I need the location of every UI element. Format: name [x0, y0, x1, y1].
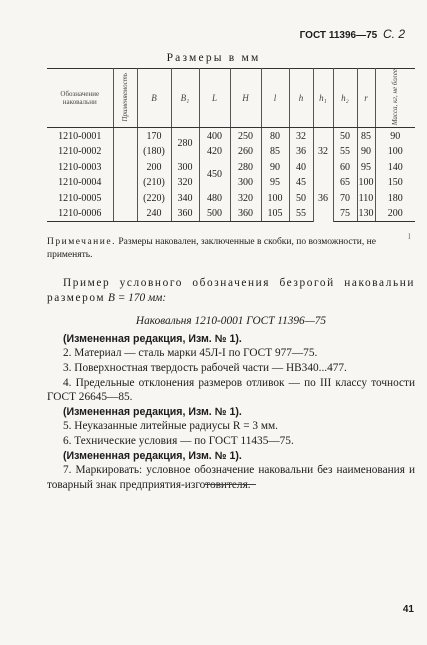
- cell-code: 1210-0002: [47, 144, 113, 160]
- cell-l: 90: [261, 159, 289, 175]
- cell-mass: 100: [375, 144, 415, 160]
- col-h-upper: Н: [230, 69, 261, 128]
- col-b: В: [137, 69, 171, 128]
- section-divider: [204, 484, 256, 485]
- cell-b1: 360: [171, 206, 199, 222]
- table-row: [47, 159, 415, 175]
- table-note: [47, 236, 415, 262]
- col-h2: h₂: [333, 69, 357, 128]
- cell-h1: 36: [313, 175, 333, 222]
- cell-b: (210): [137, 175, 171, 191]
- cell-code: 1210-0005: [47, 190, 113, 206]
- cell-h2: 65: [333, 175, 357, 191]
- cell-mass: 150: [375, 175, 415, 191]
- cell-mass: 200: [375, 206, 415, 222]
- cell-l: 80: [261, 128, 289, 144]
- cell-code: 1210-0006: [47, 206, 113, 222]
- cell-b1: 280: [171, 128, 199, 160]
- cell-use: [113, 159, 137, 175]
- cell-b: (220): [137, 190, 171, 206]
- example-designation: Наковальня 1210-0001 ГОСТ 11396—75: [135, 315, 327, 328]
- cell-l: 85: [261, 144, 289, 160]
- table-row: [47, 144, 415, 160]
- col-l: l: [261, 69, 289, 128]
- cell-l-upper: 480: [199, 190, 230, 206]
- cell-h2: 60: [333, 159, 357, 175]
- cell-b1: 340: [171, 190, 199, 206]
- cell-l: 105: [261, 206, 289, 222]
- cell-r: 90: [357, 144, 375, 160]
- cell-h-upper: 250: [230, 128, 261, 144]
- item-material: 2. Материал — сталь марки 45Л-I по ГОСТ 977—75.: [63, 347, 318, 360]
- cell-mass: 90: [375, 128, 415, 144]
- cell-l-upper: 400: [199, 128, 230, 144]
- cell-r: 100: [357, 175, 375, 191]
- cell-h2: 55: [333, 144, 357, 160]
- item-radii: 5. Неуказанные литейные радиусы R = 3 мм.: [63, 420, 278, 433]
- standard-code: ГОСТ 11396—75: [299, 30, 378, 41]
- table-row: [47, 190, 415, 206]
- cell-l-upper: 420: [199, 144, 230, 160]
- cell-b1: 320: [171, 175, 199, 191]
- item-marking: 7. Маркировать: условное обозначение наковальни без наименования и товарный знак предприятия-изготовителя.: [47, 464, 415, 491]
- amendment-note: (Измененная редакция, Изм. № 1).: [63, 405, 242, 418]
- cell-l: 95: [261, 175, 289, 191]
- note-label: Примечание.: [47, 237, 116, 247]
- cell-use: [113, 175, 137, 191]
- table-header-row: [47, 69, 415, 128]
- cell-use: [113, 144, 137, 160]
- main-text: [47, 276, 415, 492]
- cell-h-upper: 320: [230, 190, 261, 206]
- cell-b: 200: [137, 159, 171, 175]
- amendment-note: (Измененная редакция, Изм. № 1).: [63, 332, 242, 345]
- cell-h-upper: 280: [230, 159, 261, 175]
- cell-h1: 32: [313, 128, 333, 175]
- cell-h-upper: 260: [230, 144, 261, 160]
- col-h1: h₁: [313, 69, 333, 128]
- table-row: [47, 206, 415, 222]
- example-intro: Пример условного обозначения безрогой наковальни размером: [47, 277, 415, 304]
- col-usage: Применяемость: [113, 69, 137, 128]
- dimensions-table: [47, 68, 415, 222]
- cell-mass: 140: [375, 159, 415, 175]
- cell-code: 1210-0004: [47, 175, 113, 191]
- cell-h: 50: [289, 190, 313, 206]
- cell-l-upper: 500: [199, 206, 230, 222]
- col-h: h: [289, 69, 313, 128]
- cell-use: [113, 128, 137, 144]
- item-specs: 6. Технические условия — по ГОСТ 11435—75.: [63, 434, 294, 447]
- cell-h-upper: 360: [230, 206, 261, 222]
- cell-mass: 180: [375, 190, 415, 206]
- cell-b: (180): [137, 144, 171, 160]
- table-row: [47, 175, 415, 191]
- cell-r: 110: [357, 190, 375, 206]
- cell-b: 240: [137, 206, 171, 222]
- item-tolerances: 4. Предельные отклонения размеров отливок — по III классу точности ГОСТ 26645—85.: [47, 376, 415, 404]
- col-l-upper: L: [199, 69, 230, 128]
- table-caption: Размеры в мм: [166, 52, 261, 64]
- document-header: [300, 27, 405, 41]
- example-paragraph: [47, 276, 415, 305]
- cell-l-upper: 450: [199, 159, 230, 190]
- cell-r: 85: [357, 128, 375, 144]
- table-row: [47, 128, 415, 144]
- cell-b: 170: [137, 128, 171, 144]
- col-designation: Обозначение наковальни: [47, 69, 113, 128]
- cell-l: 100: [261, 190, 289, 206]
- cell-h2: 75: [333, 206, 357, 222]
- cell-h: 55: [289, 206, 313, 222]
- col-mass: Масса, кг, не более: [375, 69, 415, 128]
- cell-code: 1210-0003: [47, 159, 113, 175]
- cell-use: [113, 190, 137, 206]
- cell-code: 1210-0001: [47, 128, 113, 144]
- note-text: Размеры наковален, заключенные в скобки, по возможности, не применять.: [47, 237, 376, 260]
- cell-h2: 70: [333, 190, 357, 206]
- col-b1: В₁: [171, 69, 199, 128]
- page-edition: С. 2: [382, 27, 405, 41]
- cell-h: 32: [289, 128, 313, 144]
- cell-r: 130: [357, 206, 375, 222]
- col-r: r: [357, 69, 375, 128]
- cell-use: [113, 206, 137, 222]
- cell-b1: 300: [171, 159, 199, 175]
- item-hardness: 3. Поверхностная твердость рабочей части — НВ340...477.: [63, 361, 347, 374]
- cell-h: 45: [289, 175, 313, 191]
- cell-h: 40: [289, 159, 313, 175]
- page-number: 41: [402, 604, 414, 615]
- amendment-note: (Измененная редакция, Изм. № 1).: [63, 449, 242, 462]
- cell-h: 36: [289, 144, 313, 160]
- margin-mark: I: [408, 232, 411, 241]
- cell-h-upper: 300: [230, 175, 261, 191]
- cell-h2: 50: [333, 128, 357, 144]
- example-formula: В = 170 мм:: [108, 291, 167, 304]
- cell-r: 95: [357, 159, 375, 175]
